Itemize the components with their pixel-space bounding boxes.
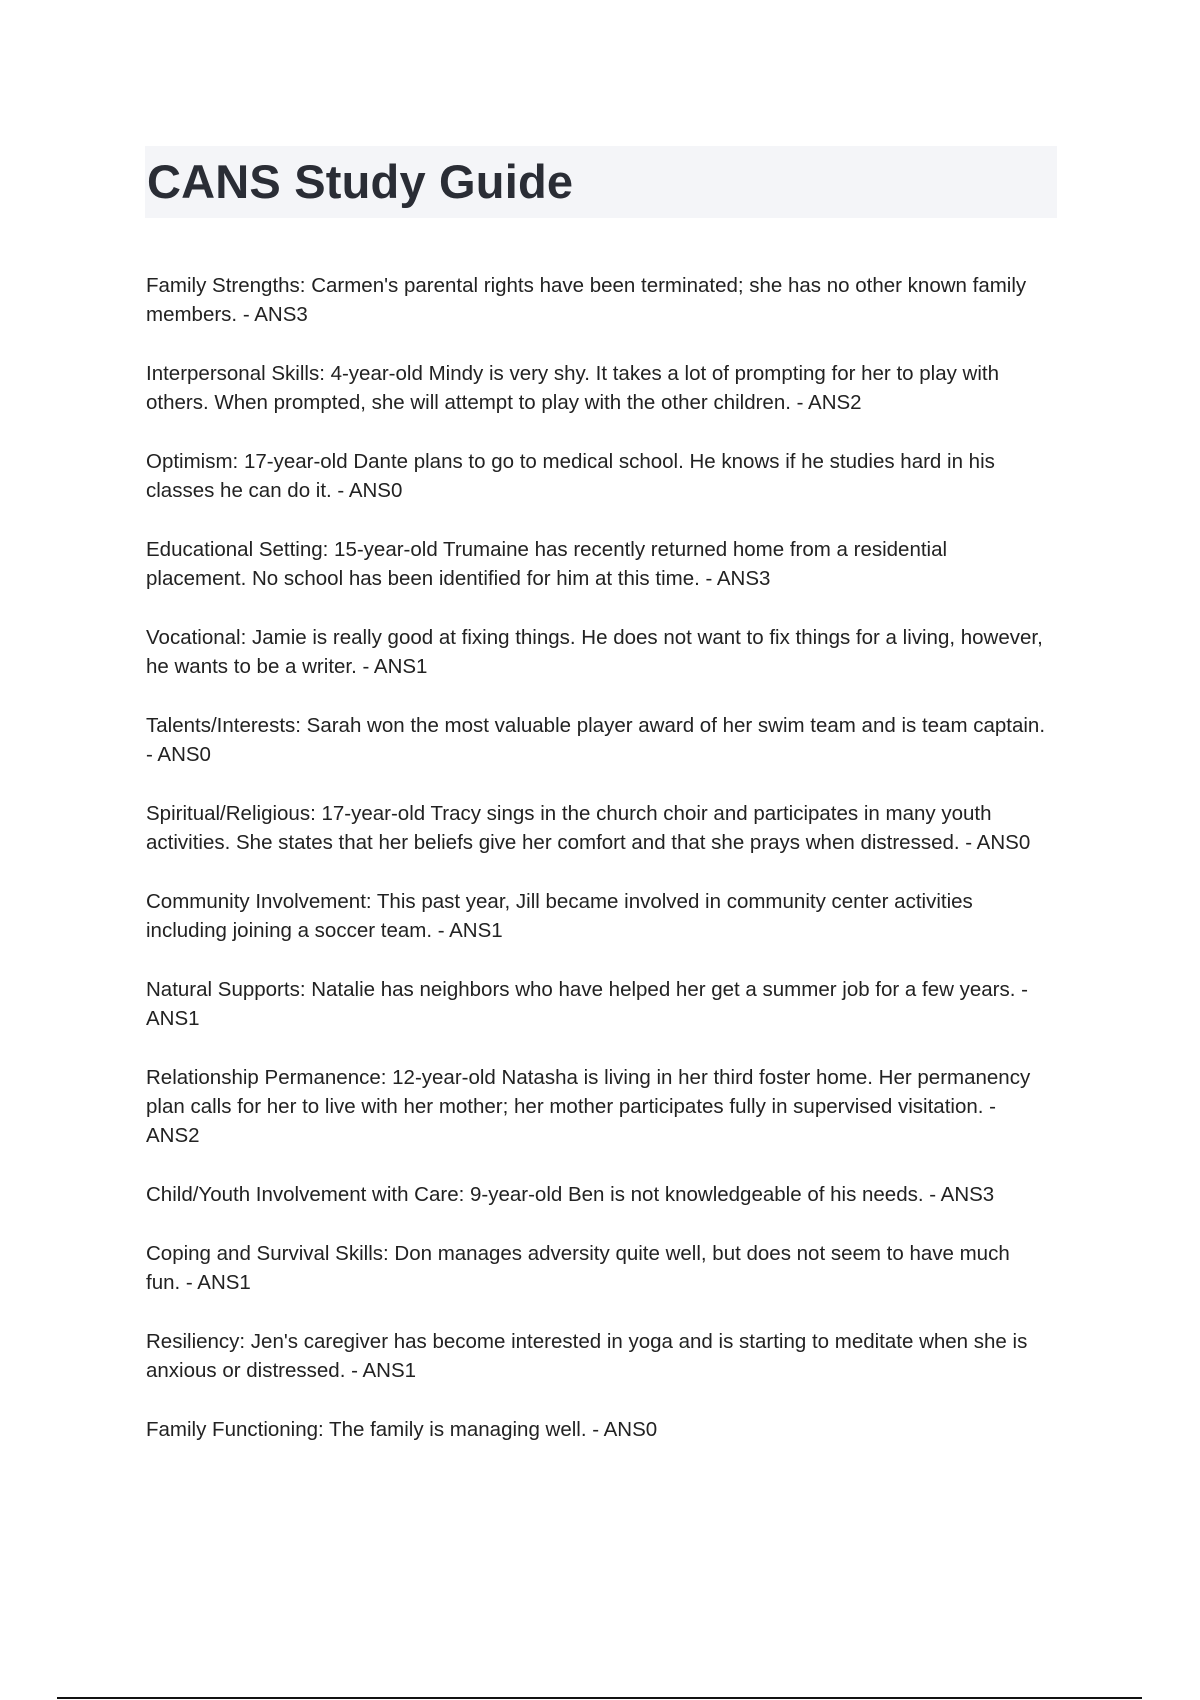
study-entry: Coping and Survival Skills: Don manages adversity quite well, but does not seem to have much fun. - ANS1 xyxy=(146,1242,1010,1294)
title-banner xyxy=(145,146,1057,218)
study-entry: Resiliency: Jen's caregiver has become interested in yoga and is starting to meditate when she is anxious or distressed. - ANS1 xyxy=(146,1330,1028,1382)
page-title: CANS Study Guide xyxy=(147,155,574,208)
study-entry: Interpersonal Skills: 4-year-old Mindy is very shy. It takes a lot of prompting for her to play with others. When prompted, she will attempt to play with the other children. - ANS2 xyxy=(146,362,1000,414)
study-entry: Family Strengths: Carmen's parental rights have been terminated; she has no other known family members. - ANS3 xyxy=(146,274,1027,326)
study-entry: Educational Setting: 15-year-old Trumaine has recently returned home from a residential placement. No school has been identified for him at this time. - ANS3 xyxy=(146,538,948,590)
study-entry: Natural Supports: Natalie has neighbors who have helped her get a summer job for a few years. - ANS1 xyxy=(146,978,1028,1030)
study-entry: Child/Youth Involvement with Care: 9-year-old Ben is not knowledgeable of his needs. - ANS3 xyxy=(146,1183,995,1206)
study-entry: Vocational: Jamie is really good at fixing things. He does not want to fix things for a living, however, he wants to be a writer. - ANS1 xyxy=(146,626,1043,678)
study-entry: Spiritual/Religious: 17-year-old Tracy sings in the church choir and participates in many youth activities. She states that her beliefs give her comfort and that she prays when distressed. - ANS0 xyxy=(146,802,1031,854)
study-entry: Community Involvement: This past year, Jill became involved in community center activities including joining a soccer team. - ANS1 xyxy=(146,890,973,942)
study-entry: Relationship Permanence: 12-year-old Natasha is living in her third foster home. Her permanency plan calls for her to live with her mother; her mother participates fully in supervised visitation. - ANS2 xyxy=(146,1066,1031,1147)
study-entry: Family Functioning: The family is managing well. - ANS0 xyxy=(146,1418,658,1441)
study-entry: Talents/Interests: Sarah won the most valuable player award of her swim team and is team captain. - ANS0 xyxy=(146,714,1046,766)
footer-divider xyxy=(57,1697,1142,1699)
study-entries xyxy=(146,271,1046,1474)
study-entry: Optimism: 17-year-old Dante plans to go to medical school. He knows if he studies hard in his classes he can do it. - ANS0 xyxy=(146,450,995,502)
